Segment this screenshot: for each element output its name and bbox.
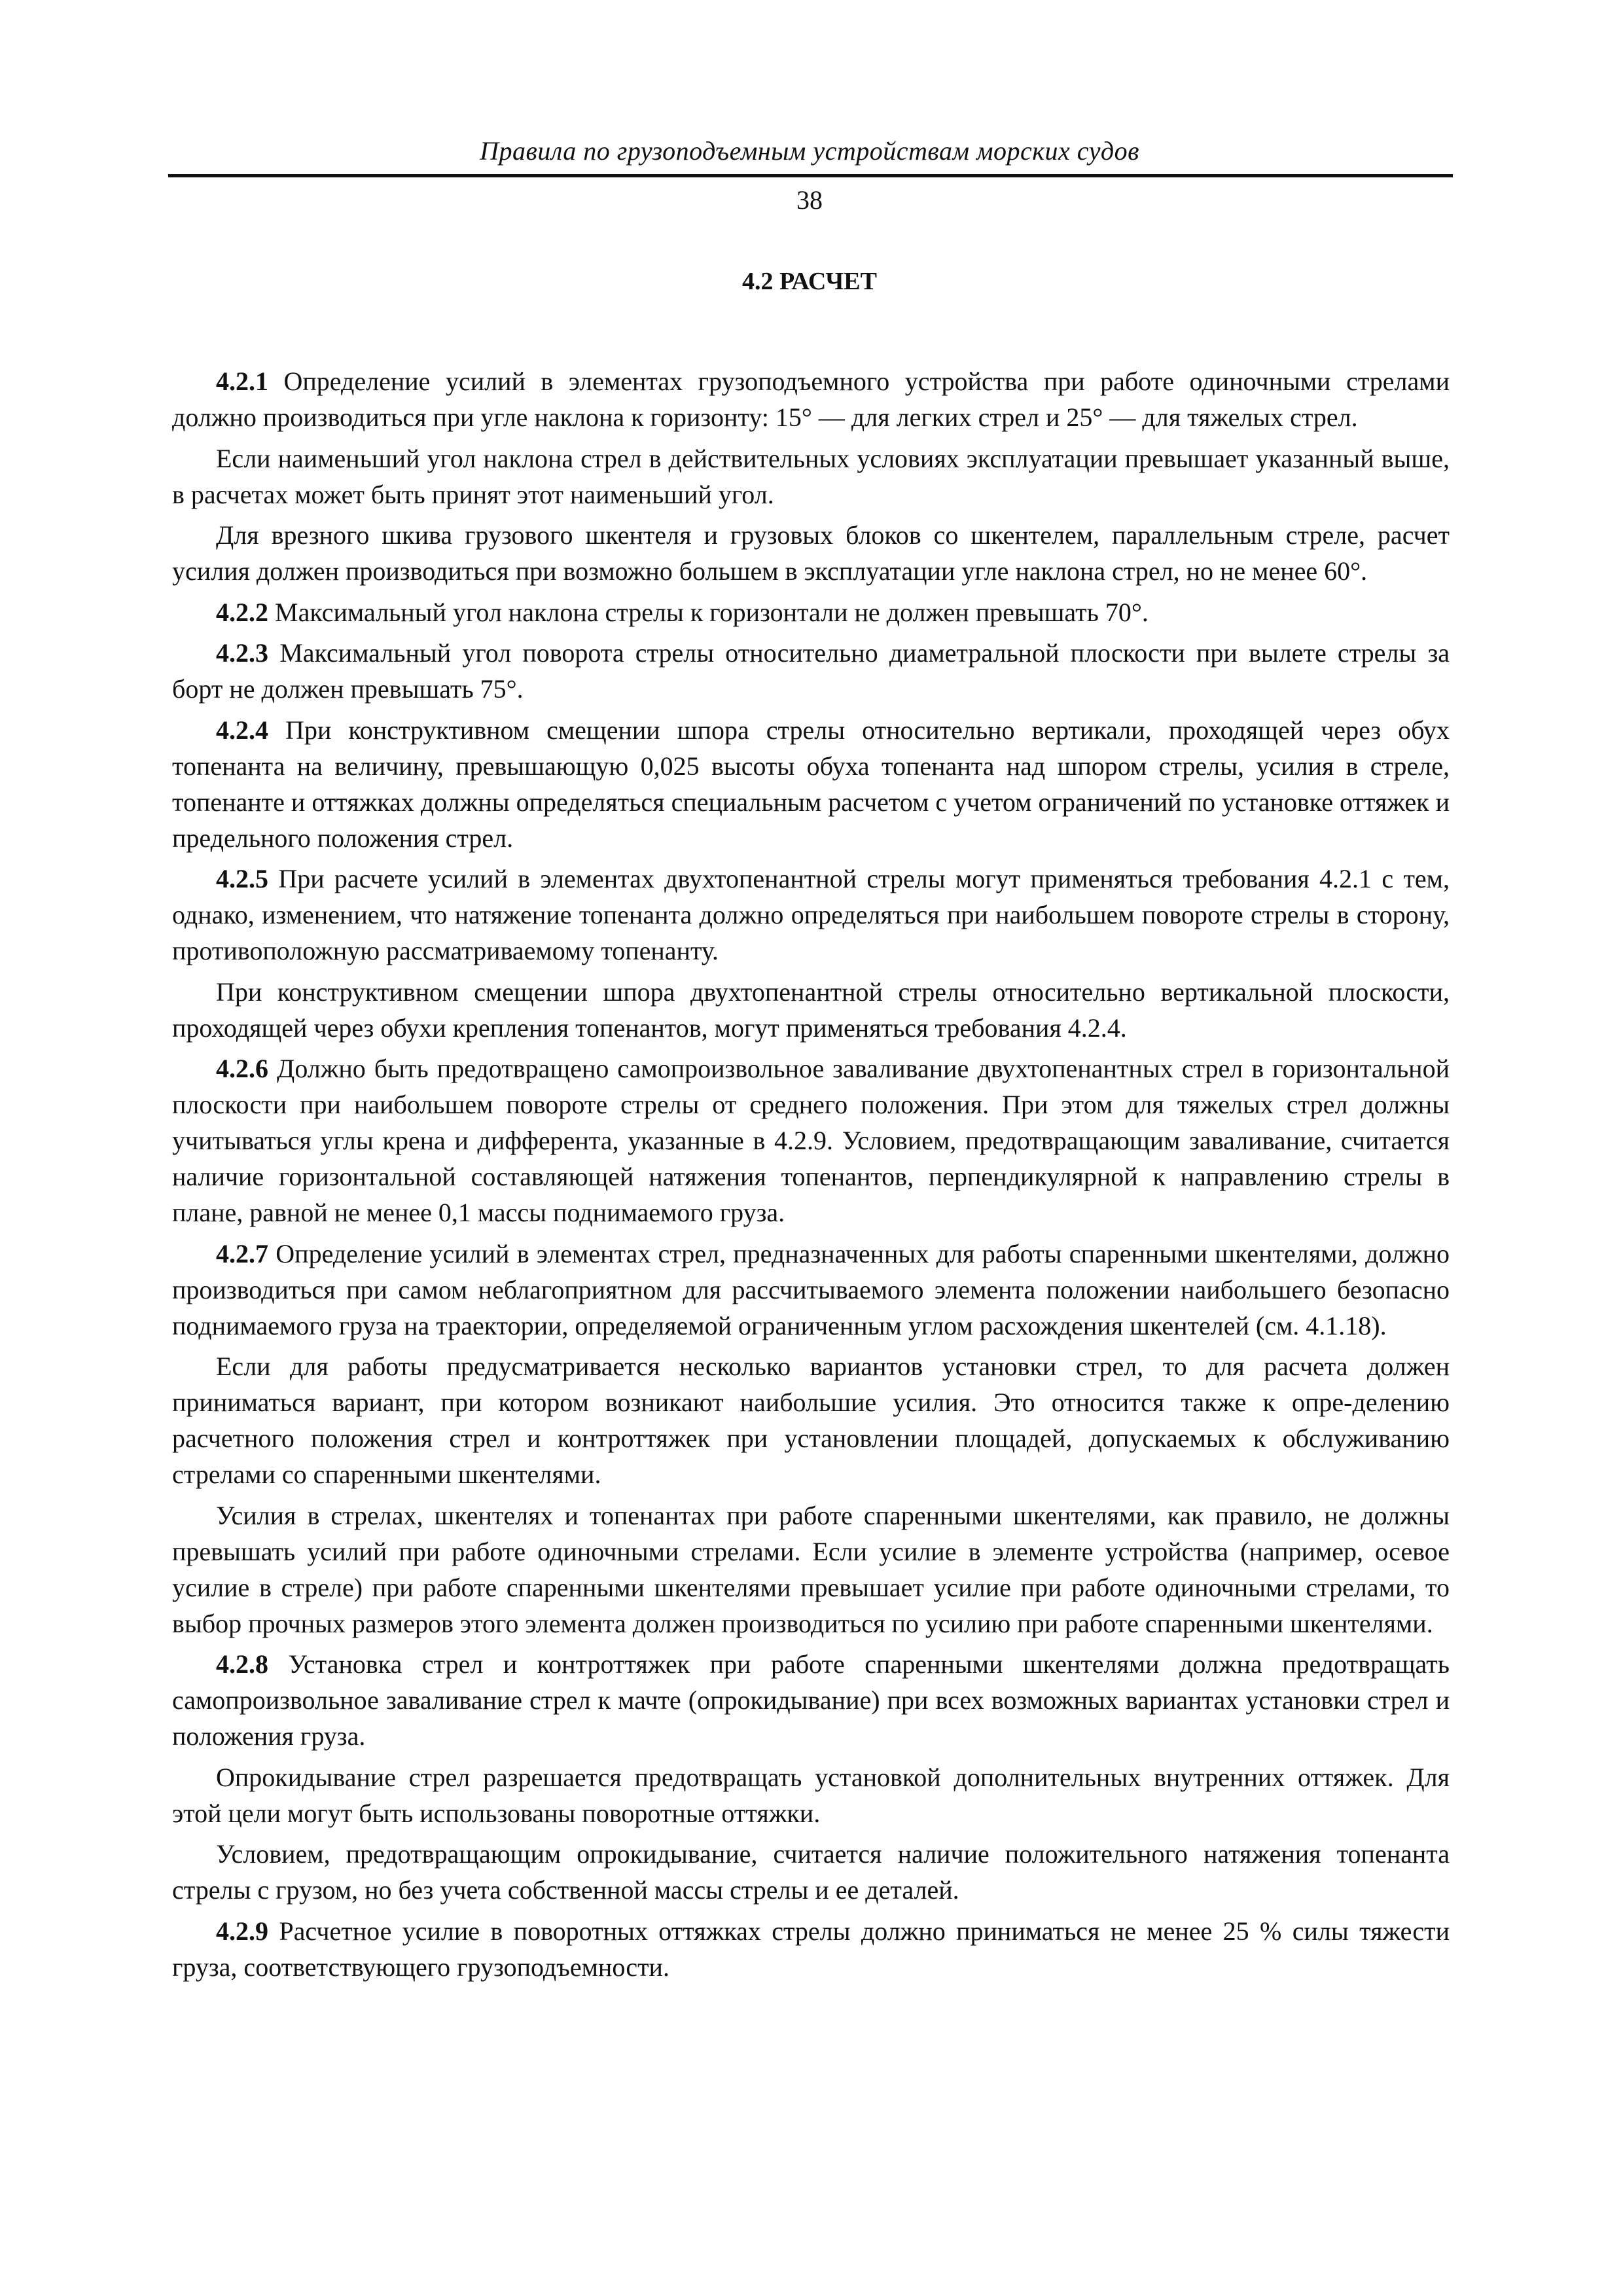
paragraph — [172, 1498, 1450, 1641]
clause-number: 4.2.1 — [216, 367, 268, 396]
clause-number: 4.2.9 — [216, 1916, 268, 1946]
paragraph-text: При конструктивном смещении шпора двухтопенантной стрелы относительно вертикальной плоскости, проходящей через обухи крепления топенантов, могут применяться требования 4.2.4. — [172, 977, 1450, 1043]
paragraph — [172, 1236, 1450, 1344]
paragraph — [172, 861, 1450, 969]
paragraph-text: При конструктивном смещении шпора стрелы относительно вертикали, проходящей через обух топенанта на величину, превышающую 0,025 высоты обуха топенанта над шпором стрелы, усилия в стреле, топенанте и оттяжках должны определяться специальным расчетом с учетом ограничений по установке оттяжек и предельного положения стрел. — [172, 715, 1450, 853]
header-divider — [168, 174, 1453, 177]
paragraph — [172, 517, 1450, 589]
paragraph-text: Условием, предотвращающим опрокидывание, считается наличие положительного натяжения топенанта стрелы с грузом, но без учета собственной массы стрелы и ее деталей. — [172, 1839, 1450, 1905]
paragraph — [172, 974, 1450, 1046]
clause-number: 4.2.6 — [216, 1054, 268, 1083]
page-number: 38 — [796, 185, 823, 215]
paragraph-text: При расчете усилий в элементах двухтопенантной стрелы могут применяться требования 4.2.1 с тем, однако, изменением, что натяжение топенанта должно определяться при наибольшем повороте стрелы в сторону, противоположную рассматриваемому топенанту. — [172, 864, 1450, 965]
paragraph-text: Определение усилий в элементах грузоподъемного устройства при работе одиночными стрелами должно производиться при угле наклона к горизонту: 15° — для легких стрел и 25° — для тяжелых стрел. — [172, 367, 1450, 432]
paragraph-text: Определение усилий в элементах стрел, предназначенных для работы спаренными шкентелями, должно производиться при самом неблагоприятном для рассчитываемого элемента положении наибольшего безопасно поднимаемого груза на траектории, определяемой ограниченным углом расхождения шкентелей (см. 4.1.18). — [172, 1238, 1450, 1340]
paragraph — [172, 1836, 1450, 1908]
paragraph — [172, 1759, 1450, 1831]
paragraph-text: Опрокидывание стрел разрешается предотвращать установкой дополнительных внутренних оттяжек. Для этой цели могут быть использованы поворотные оттяжки. — [172, 1762, 1450, 1828]
paragraph-text: Если для работы предусматривается несколько вариантов установки стрел, то для расчета должен приниматься вариант, при котором возникают наибольшие усилия. Это относится также к опре-делению расчетного положения стрел и контроттяжек при установлении площадей, допускаемых к обслуживанию стрелами со спаренными шкентелями. — [172, 1352, 1450, 1489]
paragraph-text: Максимальный угол наклона стрелы к горизонтали не должен превышать 70°. — [268, 597, 1149, 627]
paragraph — [172, 440, 1450, 512]
paragraph — [172, 635, 1450, 707]
clause-number: 4.2.3 — [216, 638, 268, 668]
clause-number: 4.2.8 — [216, 1649, 268, 1679]
clause-number: 4.2.7 — [216, 1238, 268, 1268]
paragraph — [172, 712, 1450, 856]
paragraph — [172, 1348, 1450, 1492]
clause-number: 4.2.2 — [216, 597, 268, 627]
clause-number: 4.2.5 — [216, 864, 268, 893]
paragraph — [172, 363, 1450, 435]
paragraph-text: Должно быть предотвращено самопроизвольное заваливание двухтопенантных стрел в горизонтальной плоскости при наибольшем повороте стрелы от среднего положения. При этом для тяжелых стрел должны учитываться углы крена и дифферента, указанные в 4.2.9. Условием, предотвращающим заваливание, считается наличие горизонтальной составляющей натяжения топенантов, перпендикулярной к направлению стрелы в плане, равной не менее 0,1 массы поднимаемого груза. — [172, 1054, 1450, 1227]
body-text — [172, 363, 1450, 1990]
paragraph — [172, 594, 1450, 630]
clause-number: 4.2.4 — [216, 715, 268, 745]
running-header: Правила по грузоподъемным устройствам морских судов — [480, 136, 1139, 166]
paragraph — [172, 1913, 1450, 1985]
paragraph-text: Расчетное усилие в поворотных оттяжках стрелы должно приниматься не менее 25 % силы тяжести груза, соответствующего грузоподъемности. — [172, 1916, 1450, 1982]
section-title: 4.2 РАСЧЕТ — [742, 268, 877, 295]
paragraph-text: Установка стрел и контроттяжек при работе спаренными шкентелями должна предотвращать самопроизвольное заваливание стрел к мачте (опрокидывание) при всех возможных вариантах установки стрел и положения груза. — [172, 1649, 1450, 1751]
paragraph — [172, 1050, 1450, 1230]
paragraph-text: Для врезного шкива грузового шкентеля и грузовых блоков со шкентелем, параллельным стреле, расчет усилия должен производиться при возможно большем в эксплуатации угле наклона стрел, но не менее 60°. — [172, 520, 1450, 586]
paragraph — [172, 1646, 1450, 1754]
paragraph-text: Усилия в стрелах, шкентелях и топенантах при работе спаренными шкентелями, как правило, не должны превышать усилий при работе одиночными стрелами. Если усилие в элементе устройства (например, осевое усилие в стреле) при работе спаренными шкентелями превышает усилие при работе одиночными стрелами, то выбор прочных размеров этого элемента должен производиться по усилию при работе спаренными шкентелями. — [172, 1500, 1450, 1638]
paragraph-text: Если наименьший угол наклона стрел в действительных условиях эксплуатации превышает указанный выше, в расчетах может быть принят этот наименьший угол. — [172, 443, 1450, 509]
paragraph-text: Максимальный угол поворота стрелы относительно диаметральной плоскости при вылете стрелы за борт не должен превышать 75°. — [172, 638, 1450, 704]
